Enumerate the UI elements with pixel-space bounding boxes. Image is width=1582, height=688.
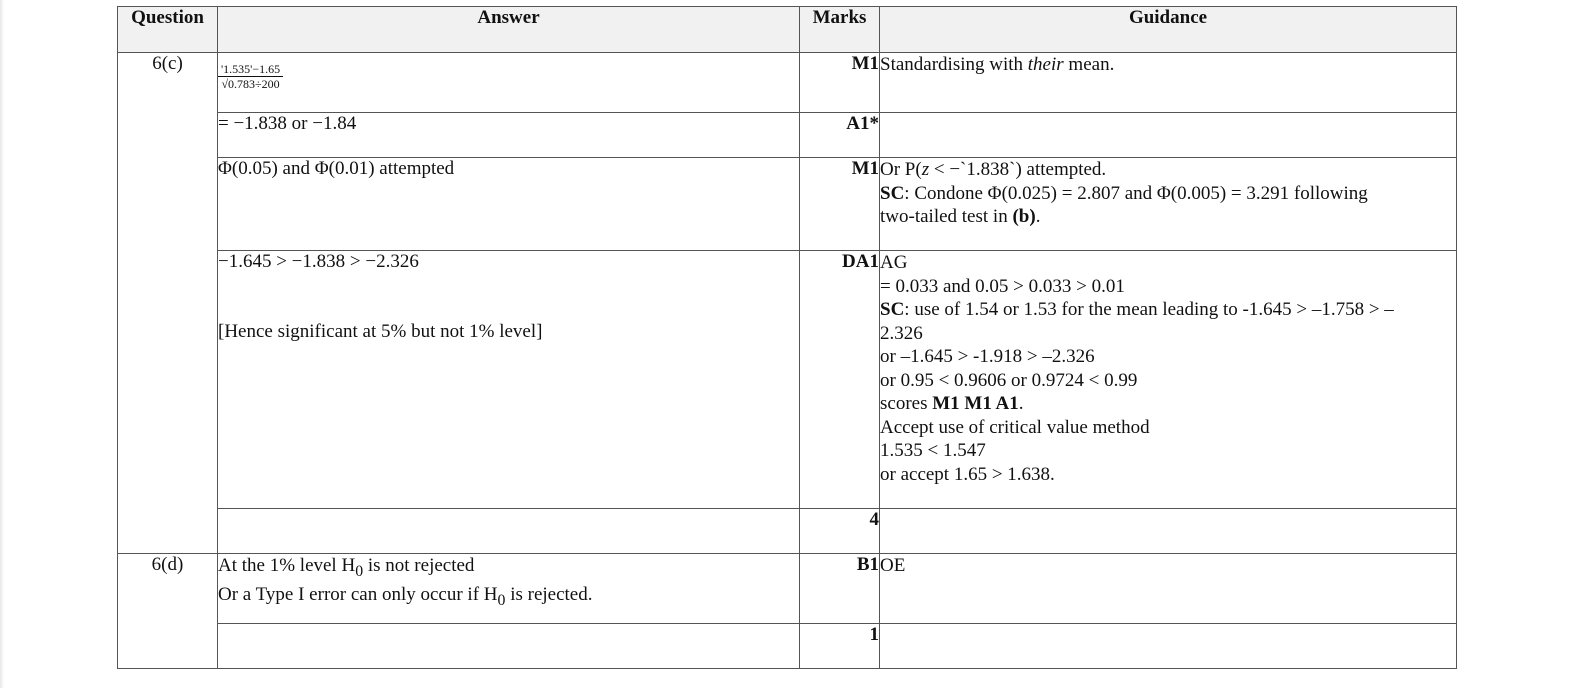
guidance-line: SC: use of 1.54 or 1.53 for the mean leading to -1.645 > –1.758 > –	[880, 299, 1394, 320]
guidance-cell: OE	[880, 554, 1457, 624]
guidance-cell	[880, 158, 1457, 251]
guidance-line: or 0.95 < 0.9606 or 0.9724 < 0.99	[880, 369, 1138, 391]
guidance-line: scores M1 M1 A1.	[880, 393, 1024, 414]
table-row	[118, 53, 1457, 113]
guidance-cell	[880, 113, 1457, 158]
guidance-line: or accept 1.65 > 1.638.	[880, 463, 1055, 485]
marks-cell: M1	[800, 158, 880, 251]
marks-cell: M1	[800, 53, 880, 113]
marks-cell: DA1	[800, 251, 880, 509]
fraction-numerator: '1.535'−1.65	[218, 63, 283, 77]
guidance-line: 1.535 < 1.547	[880, 440, 986, 461]
marks-total: 1	[800, 624, 880, 669]
answer-cell	[218, 554, 800, 624]
guidance-cell	[880, 509, 1457, 554]
answer-cell	[218, 251, 800, 509]
header-guidance: Guidance	[880, 7, 1457, 53]
table-row	[118, 113, 1457, 158]
marks-total: 4	[800, 509, 880, 554]
guidance-cell	[880, 53, 1457, 113]
answer-line: Or a Type I error can only occur if $H_0$ is rejected.	[218, 584, 593, 610]
guidance-line: 2.326	[880, 322, 923, 344]
guidance-cell	[880, 624, 1457, 669]
page-left-edge	[0, 0, 4, 688]
table-row	[118, 158, 1457, 251]
header-row	[118, 7, 1457, 53]
answer-line: −1.645 > −1.838 > −2.326	[218, 251, 419, 272]
guidance-text: mean.	[1063, 54, 1115, 75]
guidance-line: SC: Condone Φ(0.025) = 2.807 and Φ(0.005) = 3.291 following	[880, 182, 1368, 204]
guidance-emphasis: their	[1027, 54, 1064, 75]
header-question: Question	[118, 7, 218, 53]
guidance-line: or –1.645 > -1.918 > –2.326	[880, 346, 1095, 367]
guidance-line: = 0.033 and 0.05 > 0.033 > 0.01	[880, 275, 1125, 297]
mark-scheme-table	[117, 6, 1457, 669]
marks-cell: A1*	[800, 113, 880, 158]
table-row	[118, 554, 1457, 624]
answer-cell	[218, 53, 800, 113]
table-row	[118, 251, 1457, 509]
guidance-line: Accept use of critical value method	[880, 416, 1150, 438]
answer-cell	[218, 509, 800, 554]
header-marks: Marks	[800, 7, 880, 53]
guidance-cell	[880, 251, 1457, 509]
table-row-total	[118, 509, 1457, 554]
table-row-total	[118, 624, 1457, 669]
answer-cell: Φ(0.05) and Φ(0.01) attempted	[218, 158, 800, 251]
answer-cell	[218, 624, 800, 669]
answer-conclusion: [Hence significant at 5% but not 1% level]	[218, 321, 543, 342]
header-answer: Answer	[218, 7, 800, 53]
answer-cell: = −1.838 or −1.84	[218, 113, 800, 158]
question-label-6d: 6(d)	[118, 554, 218, 669]
guidance-line: two-tailed test in (b).	[880, 206, 1041, 227]
guidance-text: Standardising with	[880, 54, 1028, 75]
guidance-line: AG	[880, 252, 908, 273]
fraction-denominator: √0.783÷200	[221, 77, 280, 91]
answer-line: At the 1% level $H_0$ is not rejected	[218, 555, 475, 580]
standardising-fraction	[218, 63, 283, 91]
guidance-line: Or P(z < −`1.838`) attempted.	[880, 159, 1107, 180]
question-label-6c: 6(c)	[118, 53, 218, 554]
marks-cell: B1	[800, 554, 880, 624]
